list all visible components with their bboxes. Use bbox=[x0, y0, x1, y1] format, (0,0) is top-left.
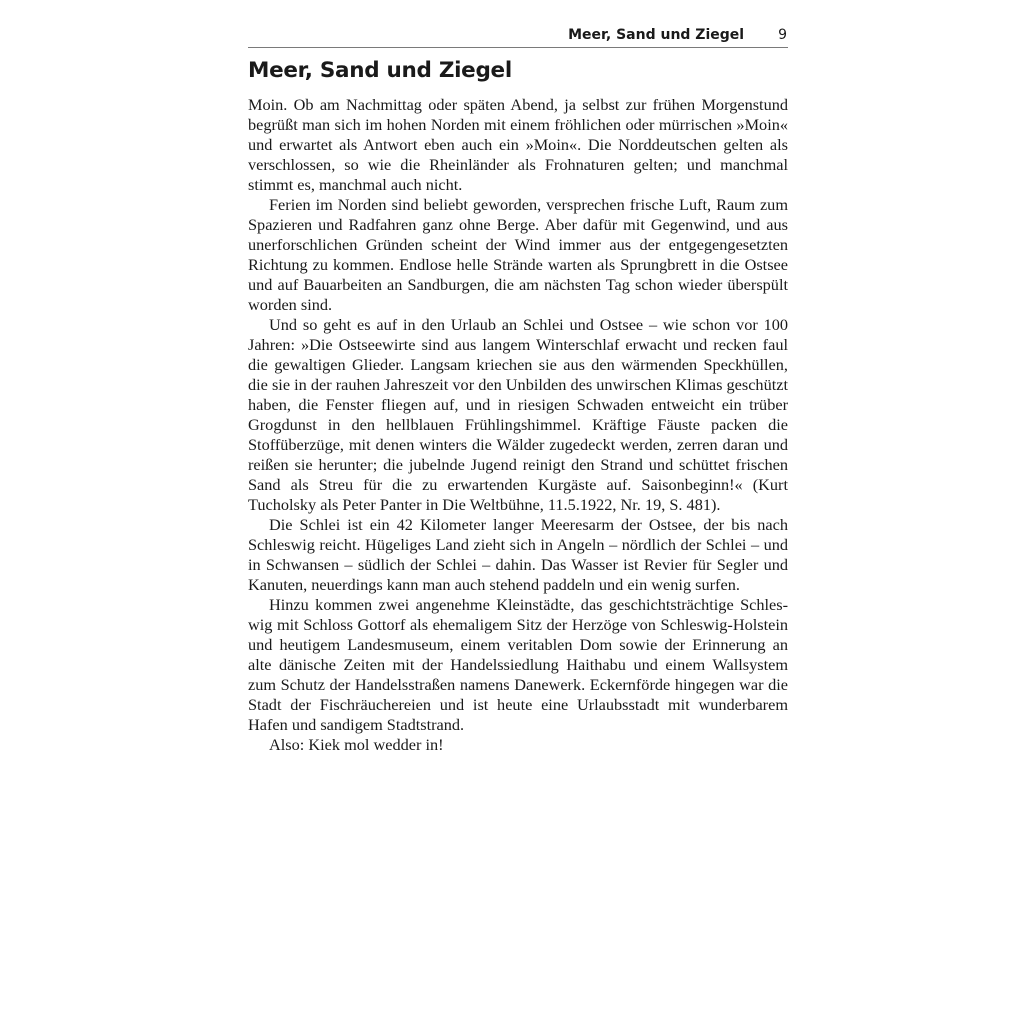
paragraph: Die Schlei ist ein 42 Kilometer langer Meeresarm der Ostsee, der bis nach Schleswig reicht. Hügeliges Land zieht sich in Angeln – nördlich der Schlei – und in Schwansen – südlich der Schlei – dahin. Das Wasser ist Revier für Segler und Kanuten, neuerdings kann man auch stehend paddeln und ein wenig surfen. bbox=[248, 515, 788, 594]
paragraph: Ferien im Norden sind beliebt geworden, versprechen frische Luft, Raum zum Spazieren und Radfahren ganz ohne Berge. Aber dafür mit Gegenwind, und aus unerforschlichen Gründen scheint der Wind immer aus der entgegengesetzten Richtung zu kommen. Endlose helle Strände warten als Sprungbrett in die Ostsee und auf Bauarbeiten an Sandburgen, die am nächsten Tag schon wieder überspült worden sind. bbox=[248, 195, 788, 314]
paragraph: Moin. Ob am Nachmittag oder späten Abend, ja selbst zur frühen Morgenstund begrüßt man sich im hohen Norden mit einem fröhlichen oder mürrischen »Moin« und erwartet als Antwort eben auch ein »Moin«. Die Norddeutschen gelten als verschlossen, so wie die Rheinländer als Frohnaturen gelten; und manchmal stimmt es, manchmal auch nicht. bbox=[248, 95, 788, 194]
paragraph: Also: Kiek mol wedder in! bbox=[269, 735, 444, 754]
body-text bbox=[248, 95, 788, 755]
book-page bbox=[248, 26, 788, 755]
running-title: Meer, Sand und Ziegel bbox=[568, 27, 745, 43]
page-number: 9 bbox=[778, 27, 787, 43]
chapter-title: Meer, Sand und Ziegel bbox=[248, 58, 512, 83]
paragraph: Hinzu kommen zwei angenehme Kleinstädte, das geschichtsträchtige Schleswig mit Schloss Gottorf als ehemaligem Sitz der Herzöge von Schleswig-Holstein und heutigem Landesmuseum, einem veritablen Dom sowie der Erinnerung an alte dänische Zeiten mit der Handelssiedlung Haithabu und einem Wallsystem zum Schutz der Handelsstraßen namens Danewerk. Eckernförde hingegen war die Stadt der Fischräuchereien und ist heute eine Urlaubsstadt mit wunderbarem Hafen und sandigem Stadtstrand. bbox=[248, 595, 788, 734]
running-header bbox=[248, 26, 788, 48]
paragraph: Und so geht es auf in den Urlaub an Schlei und Ostsee – wie schon vor 100 Jahren: »Die Ostseewirte sind aus langem Winterschlaf erwacht und recken faul die gewaltigen Glieder. Langsam kriechen sie aus den wärmenden Speckhüllen, die sie in der rauhen Jahreszeit vor den Unbilden des unwirschen Klimas geschützt haben, die Fenster fliegen auf, und in riesigen Schwaden entweicht ein trüber Grogdunst in den hellblauen Frühlingshimmel. Kräftige Fäuste packen die Stoffüberzüge, mit denen winters die Wälder zugedeckt werden, zerren daran und reißen sie herunter; die jubelnde Jugend reinigt den Strand und schüttet frischen Sand als Streu für die zu erwartenden Kurgäste auf. Saisonbeginn!« (Kurt Tucholsky als Peter Panter in Die Weltbühne, 11.5.1922, Nr. 19, S. 481). bbox=[248, 315, 788, 514]
